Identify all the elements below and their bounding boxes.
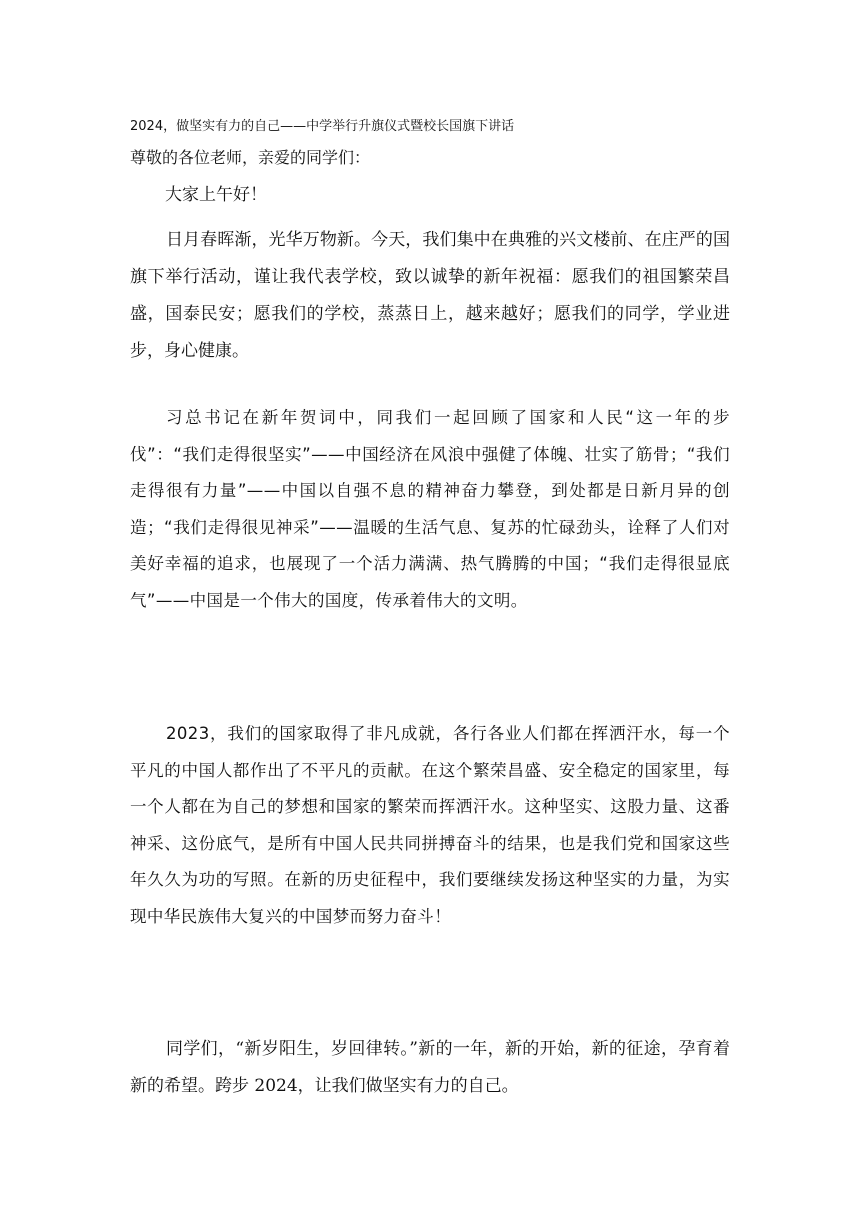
paragraph-achievements-2023: 2023，我们的国家取得了非凡成就，各行各业人们都在挥洒汗水，每一个平凡的中国人都作出了不平凡的贡献。在这个繁荣昌盛、安全稳定的国家里，每一个人都在为自己的梦想和国家的繁荣而挥洒汗水。这种坚实、这股力量、这番神采、这份底气，是所有中国人民共同拼搏奋斗的结果，也是我们党和国家这些年久久为功的写照。在新的历史征程中，我们要继续发扬这种坚实的力量，为实现中华民族伟大复兴的中国梦而努力奋斗！ [130,724,730,926]
greeting: 大家上午好！ [165,185,267,205]
salutation: 尊敬的各位老师，亲爱的同学们： [130,148,371,167]
paragraph-new-year-wishes: 日月春晖渐，光华万物新。今天，我们集中在典雅的兴文楼前、在庄严的国旗下举行活动，谨让我代表学校，致以诚挚的新年祝福：愿我们的祖国繁荣昌盛，国泰民安；愿我们的学校，蒸蒸日上，越来越好；愿我们的同学，学业进步，身心健康。 [130,230,730,361]
paragraph-new-year-address-review: 习总书记在新年贺词中，同我们一起回顾了国家和人民“这一年的步伐”：“我们走得很坚实”——中国经济在风浪中强健了体魄、壮实了筋骨；“我们走得很有力量”——中国以自强不息的精神奋力攀登，到处都是日新月异的创造；“我们走得很见神采”——温暖的生活气息、复苏的忙碌劲头，诠释了人们对美好幸福的追求，也展现了一个活力满满、热气腾腾的中国；“我们走得很显底气”——中国是一个伟大的国度，传承着伟大的文明。 [130,408,730,610]
document-title: 2024，做坚实有力的自己——中学举行升旗仪式暨校长国旗下讲话 [130,119,515,134]
paragraph-closing: 同学们，“新岁阳生，岁回律转。”新的一年，新的开始，新的征途，孕育着新的希望。跨步 2024，让我们做坚实有力的自己。 [130,1039,730,1096]
